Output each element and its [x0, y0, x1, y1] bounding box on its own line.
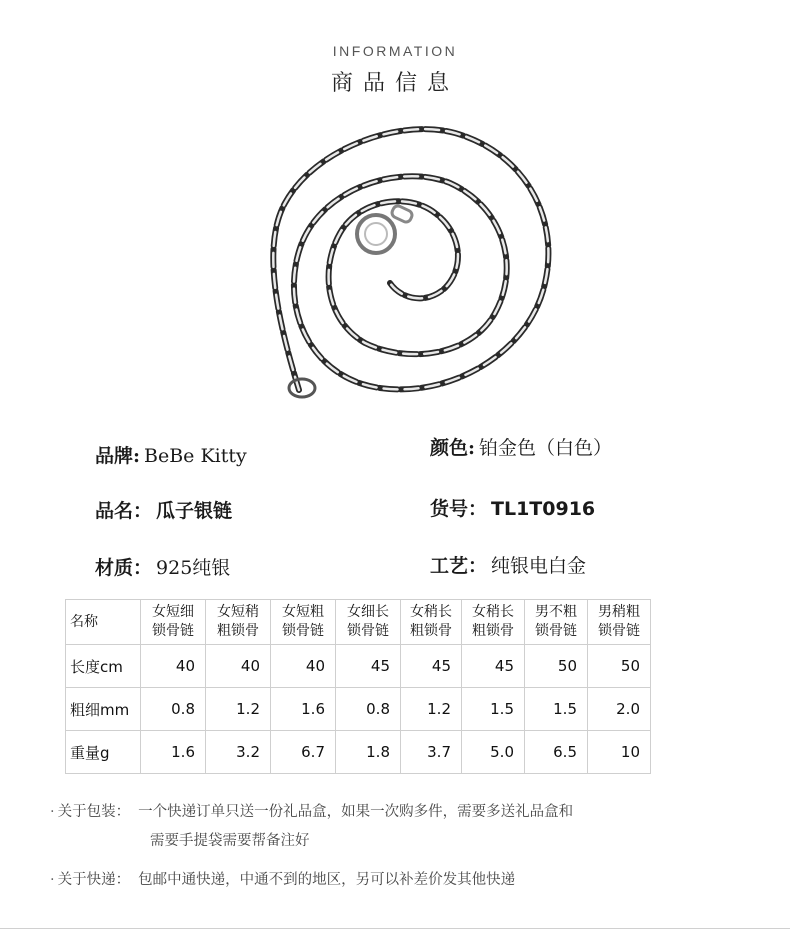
- sku-label: 货号：: [430, 498, 488, 520]
- packaging-note-line2: 需要手提袋需要帮备注好: [150, 833, 310, 849]
- shipping-text: 包邮中通快递，中通不到的地区，另可以补差价发其他快递: [138, 872, 516, 888]
- bullet-dot: ·: [50, 872, 55, 888]
- name-value: 瓜子银链: [156, 500, 233, 522]
- material-label: 材质：: [95, 557, 153, 579]
- brand-value: BeBe Kitty: [144, 445, 247, 467]
- shipping-label: 关于快递：: [57, 872, 131, 888]
- table-cell: 1.6: [141, 731, 206, 774]
- table-cell: 1.2: [206, 688, 271, 731]
- table-cell: 10: [588, 731, 651, 774]
- sku-value: TL1T0916: [491, 498, 596, 520]
- table-cell: 45: [401, 645, 462, 688]
- table-cell: 3.7: [401, 731, 462, 774]
- bullet-dot: ·: [50, 804, 55, 820]
- packaging-text: 一个快递订单只送一份礼品盒，如果一次购多件，需要多送礼品盒和: [138, 804, 574, 820]
- table-cell: 3.2: [206, 731, 271, 774]
- brand-label: 品牌:: [95, 445, 141, 467]
- craft-label: 工艺：: [430, 555, 488, 577]
- table-row: [66, 731, 651, 774]
- row-label: 重量g: [66, 731, 141, 774]
- size-table: [65, 599, 651, 774]
- column-header: 男不粗 锁骨链: [525, 600, 588, 645]
- table-cell: 1.5: [462, 688, 525, 731]
- sku-spec: [430, 494, 595, 521]
- column-header: 女细长 锁骨链: [336, 600, 401, 645]
- column-header: 男稍粗 锁骨链: [588, 600, 651, 645]
- table-cell: 2.0: [588, 688, 651, 731]
- shipping-note: [50, 868, 515, 889]
- color-value: 铂金色（白色）: [479, 437, 613, 459]
- table-cell: 0.8: [141, 688, 206, 731]
- column-header: 女稍长 粗锁骨: [401, 600, 462, 645]
- table-cell: 45: [462, 645, 525, 688]
- table-cell: 40: [141, 645, 206, 688]
- table-header-row: [66, 600, 651, 645]
- column-header: 女短粗 锁骨链: [271, 600, 336, 645]
- table-cell: 0.8: [336, 688, 401, 731]
- table-cell: 45: [336, 645, 401, 688]
- table-cell: 50: [588, 645, 651, 688]
- necklace-image: [240, 108, 570, 418]
- name-label: 品名：: [95, 500, 153, 522]
- table-corner: 名称: [66, 600, 141, 645]
- table-cell: 40: [206, 645, 271, 688]
- column-header: 女短细 锁骨链: [141, 600, 206, 645]
- color-label: 颜色:: [430, 437, 476, 459]
- brand-spec: [95, 441, 247, 468]
- table-cell: 1.2: [401, 688, 462, 731]
- packaging-label: 关于包装：: [57, 804, 131, 820]
- name-spec: [95, 496, 232, 523]
- packaging-note: [50, 800, 573, 821]
- table-cell: 6.5: [525, 731, 588, 774]
- section-title-en: INFORMATION: [332, 43, 458, 59]
- color-spec: [430, 433, 612, 460]
- bottom-divider: [0, 928, 790, 929]
- craft-value: 纯银电白金: [491, 555, 587, 577]
- column-header: 女稍长 粗锁骨: [462, 600, 525, 645]
- table-cell: 1.8: [336, 731, 401, 774]
- table-row: [66, 688, 651, 731]
- craft-spec: [430, 551, 586, 578]
- material-spec: [95, 553, 230, 580]
- table-cell: 40: [271, 645, 336, 688]
- row-label: 长度cm: [66, 645, 141, 688]
- row-label: 粗细mm: [66, 688, 141, 731]
- table-cell: 1.6: [271, 688, 336, 731]
- material-value: 925纯银: [156, 557, 231, 579]
- table-row: [66, 645, 651, 688]
- table-cell: 6.7: [271, 731, 336, 774]
- table-cell: 50: [525, 645, 588, 688]
- section-title-zh: 商品信息: [330, 71, 459, 96]
- column-header: 女短稍 粗锁骨: [206, 600, 271, 645]
- table-cell: 5.0: [462, 731, 525, 774]
- table-cell: 1.5: [525, 688, 588, 731]
